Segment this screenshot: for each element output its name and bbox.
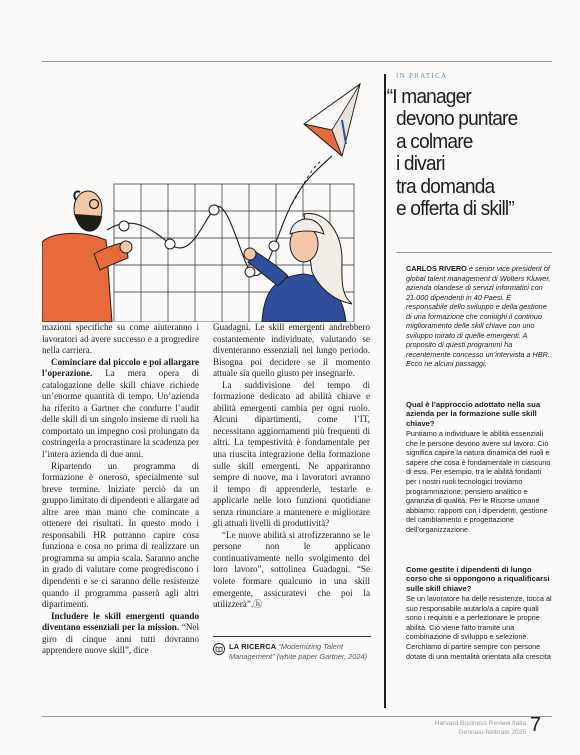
book-icon — [213, 643, 225, 655]
publication-name: Harvard Business Review Italia — [434, 720, 526, 727]
quote-line: a colmare — [396, 129, 473, 153]
page-footer — [386, 720, 526, 737]
qa-block — [406, 400, 552, 534]
answer: Puntiamo a individuare le abilità essenziali che le persone devono avere sul lavoro. Ciò significa capire la natura dinamica dei ruoli e sapere che cosa è fondamentale in ciascuno di essi. Per esempio, tra le abilità fondanti per i nostri ruoli tecnologici troviamo programmazione, pensiero analitico e garanzia di qualità. Per le Risorse umane abbiamo: rapporti con i dipendenti, gestione del cambiamento e progettazione dell’organizzazione. — [406, 429, 551, 534]
research-label: LA RICERCA — [229, 642, 277, 651]
subheading: Includere le skill emergenti quando diventano essenziali per la mission. — [42, 610, 199, 633]
dashed-path — [292, 160, 322, 204]
paragraph: Guadagni. Le skill emergenti andrebbero costantemente individuate, valutando se diventeranno essenziali nel lungo periodo. Bisogna poi decidere se il momento attuale sia quello giusto per insegnarle. — [213, 322, 370, 379]
qa-block — [406, 565, 552, 661]
woman-figure — [244, 213, 352, 322]
bottom-rule — [42, 716, 552, 717]
pull-quote — [386, 85, 543, 221]
quote-rule — [396, 252, 552, 253]
sidebar-divider — [384, 74, 386, 708]
research-note — [213, 636, 371, 661]
quote-line: devono puntare — [396, 107, 518, 131]
paragraph: Ripartendo un programma di formazione è oneroso, specialmente sul breve termine. Iniziate perciò da un gruppo limitato di dipendenti e allargate ad altre aree man mano che comincate a ottenere dei risultati. In questo modo i responsabili HR potranno capire cosa funziona e cosa no prima di realizzare un programma su ampia scala. Saranno anche in grado di valutare come progrediscono i dipendenti e se ci saranno delle resistenze quando il programma passerà agli altri dipartimenti. — [42, 460, 199, 610]
illustration — [42, 64, 372, 322]
question: Come gestite i dipendenti di lungo corso che si oppongono a riqualificarsi sulle skill chiave? — [406, 565, 550, 593]
page-number: 7 — [530, 714, 542, 736]
sidebar-kicker: IN PRATICA — [396, 72, 448, 80]
interviewee-name: CARLOS RIVERO — [406, 264, 467, 273]
answer: Se un lavoratore ha delle resistenze, tocca al suo responsabile aiutarlo/a a capire quali sono i requisiti e a perfezionare le proprie abilità. Ciò viene fatto tramite una combinazione di sviluppo e selezione. Cerchiamo di partire sempre con persone dotate di una mentalità orientata alla crescita — [406, 594, 552, 661]
quote-line: tra domanda — [396, 174, 495, 198]
sidebar-intro: CARLOS RIVERO è senior vice president of global talent management di Wolters Kluwer, azienda olandese di servizi informatici con 21.000 dipendenti in 40 Paesi. È responsabile dello sviluppo e della gestione di una formazione che coniughi il continuo miglioramento delle skill chiave con uno sviluppo mirato di quelle emergenti. A proposito di questi programmi ha recentemente concesso un’intervista a HBR. Ecco ne alcuni passaggi. — [406, 264, 551, 369]
research-citation: “Modernizing Talent Management” (white paper Gartner, 2024) — [229, 642, 368, 661]
paper-plane-icon — [304, 84, 360, 156]
question: Qual è l’approccio adottato nella sua azienda per la formazione sulle skill chiave? — [406, 400, 541, 428]
issue-date: Gennaio-febbraio 2025 — [458, 728, 526, 736]
paragraph: La suddivisione del tempo di formazione dedicato ad abilità chiave e abilità emergenti cambia per ogni ruolo. Alcuni dipartimenti, come l’IT, necessitano aggiornamenti più frequenti di altri. La tempestività è fondamentale per una riuscita integrazione della formazione sulle skill emergenti. Ne appariranno sempre di nuove, ma i lavoratori avranno il tempo di apprenderle, testarle e applicarle nelle loro funzioni quotidiane senza rinunciare a mantenere e migliorare gli attuali livelli di produttività? — [213, 379, 370, 529]
column-1 — [42, 322, 199, 657]
paragraph: Includere le skill emergenti quando diventano essenziali per la mission. “Nel giro di cinque anni tutti dovranno apprendere nuove skill”, dice — [42, 610, 199, 656]
end-mark-icon: ⓗ — [253, 599, 263, 610]
paragraph: mazioni specifiche su come aiuteranno i lavoratori ad avere successo e a progredire nella carriera. — [42, 322, 199, 356]
paragraph: Cominciare dal piccolo e poi allargare l’operazione. La mera opera di catalogazione delle skill chiave richiede un’enorme quantità di tempo. Un’azienda ha riferito a Gartner che condurre l’audit delle skill di un singolo insieme di ruoli ha comportato un impegno così prolungato da costringerla a procrastinare la scadenza per l’intera azienda di due anni. — [42, 356, 199, 460]
quote-line: e offerta di skill” — [396, 197, 514, 221]
paragraph: “Le nuove abilità si atrofizzeranno se le persone non le applicano continuativamente nello svolgimento del loro lavoro”, sottolinea Guadagni. “Se volete formare qualcuno in una skill emergente, assicuratevi che poi la utilizzerà”.ⓗ — [213, 529, 370, 610]
subheading: Cominciare dal piccolo e poi allargare l’operazione. — [42, 356, 199, 379]
column-2 — [213, 322, 370, 611]
top-rule — [42, 61, 552, 62]
quote-line: i divari — [396, 152, 445, 176]
quote-line: “I manager — [386, 85, 471, 108]
